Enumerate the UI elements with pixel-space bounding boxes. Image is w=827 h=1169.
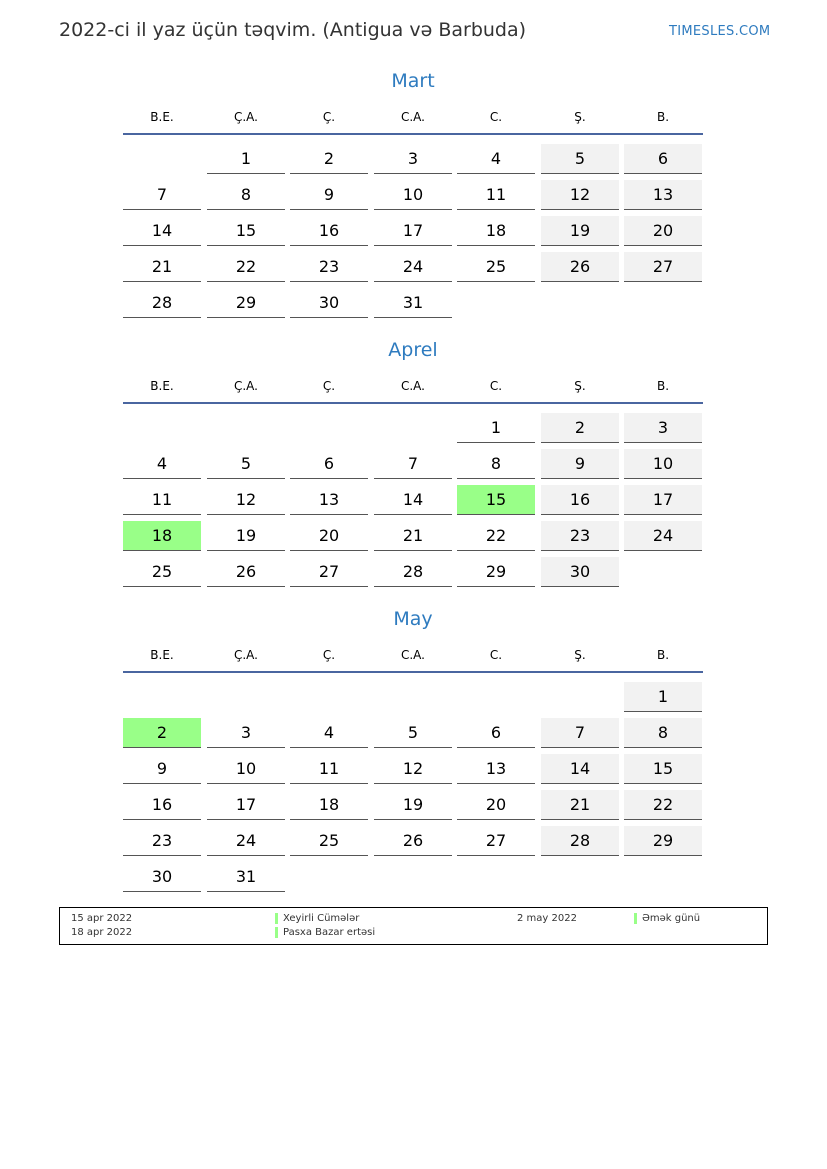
weekday-header: Ç.A. <box>233 110 258 124</box>
day-cell: 29 <box>624 826 702 856</box>
legend-label: Xeyirli Cümələr <box>283 913 360 924</box>
day-cell: 30 <box>541 557 619 587</box>
month-name: Mart <box>391 70 435 92</box>
day-cell: 6 <box>457 718 535 748</box>
weekday-header: Ç.A. <box>233 379 258 393</box>
day-cell: 20 <box>290 521 368 551</box>
weekday-header: Ş. <box>574 379 586 393</box>
day-cell: 25 <box>123 557 201 587</box>
header-rule <box>123 671 703 673</box>
day-cell: 28 <box>541 826 619 856</box>
day-cell: 21 <box>123 252 201 282</box>
day-cell: 14 <box>123 216 201 246</box>
weekday-header: B.E. <box>150 379 174 393</box>
day-cell: 12 <box>374 754 452 784</box>
day-cell: 15 <box>207 216 285 246</box>
day-cell: 3 <box>624 413 702 443</box>
page-title: 2022-ci il yaz üçün təqvim. (Antigua və Barbuda) <box>59 19 527 41</box>
day-cell: 4 <box>457 144 535 174</box>
weekday-header: C. <box>489 379 503 393</box>
day-cell: 22 <box>457 521 535 551</box>
day-cell: 30 <box>123 862 201 892</box>
day-cell: 23 <box>123 826 201 856</box>
day-cell: 14 <box>374 485 452 515</box>
day-cell: 30 <box>290 288 368 318</box>
day-cell: 3 <box>207 718 285 748</box>
day-cell: 9 <box>290 180 368 210</box>
day-cell: 24 <box>624 521 702 551</box>
holiday-marker <box>275 927 278 938</box>
day-cell: 20 <box>457 790 535 820</box>
legend-date: 15 apr 2022 <box>71 913 133 924</box>
day-cell: 17 <box>624 485 702 515</box>
day-cell: 13 <box>624 180 702 210</box>
day-cell: 1 <box>207 144 285 174</box>
day-cell: 26 <box>374 826 452 856</box>
day-cell: 22 <box>207 252 285 282</box>
day-cell: 13 <box>457 754 535 784</box>
day-cell: 26 <box>207 557 285 587</box>
day-cell: 16 <box>290 216 368 246</box>
day-cell: 2 <box>290 144 368 174</box>
day-cell: 13 <box>290 485 368 515</box>
weekday-header: B.E. <box>150 648 174 662</box>
day-cell: 8 <box>457 449 535 479</box>
weekday-header: C. <box>489 110 503 124</box>
weekday-header: C. <box>489 648 503 662</box>
day-cell: 5 <box>541 144 619 174</box>
day-cell: 10 <box>624 449 702 479</box>
month-name: Aprel <box>388 339 438 361</box>
day-cell: 7 <box>123 180 201 210</box>
day-cell: 2 <box>123 718 201 748</box>
holiday-marker <box>634 913 637 924</box>
weekday-header: B. <box>656 648 670 662</box>
weekday-header: Ç. <box>322 648 336 662</box>
day-cell: 12 <box>207 485 285 515</box>
day-cell: 8 <box>207 180 285 210</box>
legend-date: 18 apr 2022 <box>71 927 133 938</box>
weekday-header: C.A. <box>400 648 425 662</box>
legend-date: 2 may 2022 <box>517 913 577 924</box>
day-cell: 1 <box>624 682 702 712</box>
day-cell: 4 <box>290 718 368 748</box>
day-cell: 28 <box>374 557 452 587</box>
weekday-header: C.A. <box>400 110 425 124</box>
day-cell: 9 <box>541 449 619 479</box>
day-cell: 20 <box>624 216 702 246</box>
day-cell: 16 <box>541 485 619 515</box>
day-cell: 11 <box>123 485 201 515</box>
day-cell: 7 <box>541 718 619 748</box>
header-rule <box>123 402 703 404</box>
day-cell: 31 <box>207 862 285 892</box>
day-cell: 18 <box>123 521 201 551</box>
day-cell: 24 <box>374 252 452 282</box>
day-cell: 1 <box>457 413 535 443</box>
day-cell: 2 <box>541 413 619 443</box>
day-cell: 27 <box>624 252 702 282</box>
month-name: May <box>393 608 433 630</box>
day-cell: 17 <box>374 216 452 246</box>
day-cell: 12 <box>541 180 619 210</box>
day-cell: 16 <box>123 790 201 820</box>
day-cell: 15 <box>624 754 702 784</box>
legend-label: Pasxa Bazar ertəsi <box>283 927 376 938</box>
weekday-header: Ş. <box>574 110 586 124</box>
holiday-marker <box>275 913 278 924</box>
day-cell: 6 <box>290 449 368 479</box>
day-cell: 11 <box>457 180 535 210</box>
header-rule <box>123 133 703 135</box>
weekday-header: B. <box>656 110 670 124</box>
site-link[interactable]: TIMESLES.COM <box>669 24 771 39</box>
day-cell: 28 <box>123 288 201 318</box>
day-cell: 23 <box>541 521 619 551</box>
day-cell: 24 <box>207 826 285 856</box>
weekday-header: Ş. <box>574 648 586 662</box>
day-cell: 10 <box>207 754 285 784</box>
day-cell: 26 <box>541 252 619 282</box>
day-cell: 21 <box>374 521 452 551</box>
weekday-header: Ç.A. <box>233 648 258 662</box>
day-cell: 4 <box>123 449 201 479</box>
day-cell: 21 <box>541 790 619 820</box>
day-cell: 6 <box>624 144 702 174</box>
day-cell: 19 <box>374 790 452 820</box>
day-cell: 31 <box>374 288 452 318</box>
day-cell: 23 <box>290 252 368 282</box>
day-cell: 29 <box>207 288 285 318</box>
day-cell: 27 <box>457 826 535 856</box>
day-cell: 8 <box>624 718 702 748</box>
weekday-header: C.A. <box>400 379 425 393</box>
legend-label: Əmək günü <box>642 913 701 924</box>
day-cell: 5 <box>374 718 452 748</box>
day-cell: 29 <box>457 557 535 587</box>
day-cell: 22 <box>624 790 702 820</box>
day-cell: 10 <box>374 180 452 210</box>
day-cell: 11 <box>290 754 368 784</box>
day-cell: 19 <box>207 521 285 551</box>
day-cell: 18 <box>290 790 368 820</box>
weekday-header: Ç. <box>322 379 336 393</box>
day-cell: 25 <box>290 826 368 856</box>
holiday-legend <box>59 907 768 945</box>
weekday-header: B. <box>656 379 670 393</box>
day-cell: 5 <box>207 449 285 479</box>
day-cell: 7 <box>374 449 452 479</box>
day-cell: 19 <box>541 216 619 246</box>
weekday-header: Ç. <box>322 110 336 124</box>
day-cell: 27 <box>290 557 368 587</box>
day-cell: 25 <box>457 252 535 282</box>
day-cell: 14 <box>541 754 619 784</box>
weekday-header: B.E. <box>150 110 174 124</box>
day-cell: 18 <box>457 216 535 246</box>
day-cell: 9 <box>123 754 201 784</box>
day-cell: 17 <box>207 790 285 820</box>
day-cell: 15 <box>457 485 535 515</box>
day-cell: 3 <box>374 144 452 174</box>
